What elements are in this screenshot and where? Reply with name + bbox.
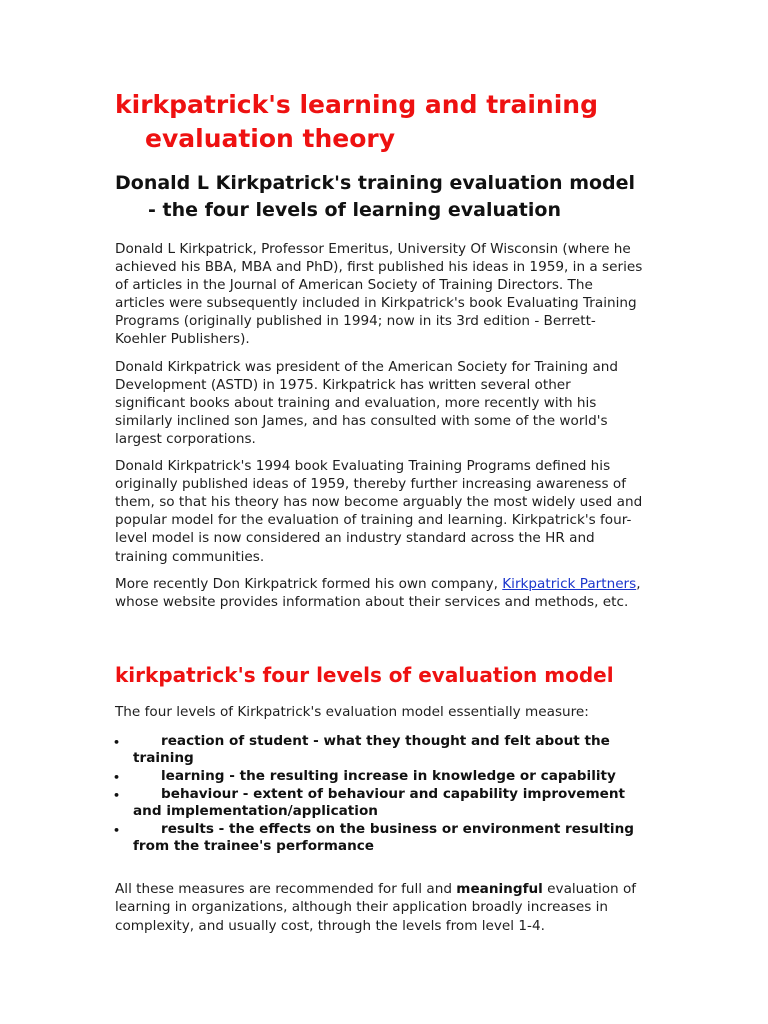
document-page xyxy=(115,88,645,935)
page-title: kirkpatrick's learning and training evaluation theory xyxy=(115,90,598,153)
paragraph-astd: Donald Kirkpatrick was president of the American Society for Training and Development (ASTD) in 1975. Kirkpatrick has written several other significant books about training and evaluation, more recently with his similarly inclined son James, and has consulted with some of the world's largest corporations. xyxy=(115,358,619,447)
closing-text-after: evaluation of learning in organizations, although their application broadly increases in complexity, and usually cost, through the levels from level 1-4. xyxy=(115,880,637,934)
list-item xyxy=(0,733,645,768)
closing-text-before: All these measures are recommended for full and xyxy=(115,880,457,897)
kirkpatrick-partners-link[interactable]: Kirkpatrick Partners xyxy=(502,575,637,592)
closing-emphasis: meaningful xyxy=(456,880,543,897)
paragraph-partners xyxy=(115,575,645,611)
levels-list xyxy=(0,733,645,856)
section-heading: kirkpatrick's four levels of evaluation model xyxy=(115,662,614,687)
closing-paragraph xyxy=(115,880,645,935)
list-item xyxy=(0,786,645,821)
level-text: behaviour - extent of behaviour and capability improvement and implementation/application xyxy=(133,785,626,820)
bullet-icon: • xyxy=(113,735,121,749)
page-subtitle: Donald L Kirkpatrick's training evaluation model - the four levels of learning evaluation xyxy=(115,172,636,221)
partners-text-before: More recently Don Kirkpatrick formed his own company, xyxy=(115,575,503,592)
bullet-icon: • xyxy=(113,788,121,802)
level-text: learning - the resulting increase in knowledge or capability xyxy=(161,767,616,784)
bullet-icon: • xyxy=(113,770,121,784)
list-item xyxy=(0,821,645,856)
list-item xyxy=(0,768,645,786)
paragraph-background: Donald L Kirkpatrick, Professor Emeritus, University Of Wisconsin (where he achieved his BBA, MBA and PhD), first published his ideas in 1959, in a series of articles in the Journal of American Society of Training Directors. The articles were subsequently included in Kirkpatrick's book Evaluating Training Programs (originally published in 1994; now in its 3rd edition - Berrett-Koehler Publishers). xyxy=(115,241,643,348)
bullet-icon: • xyxy=(113,823,121,837)
levels-intro: The four levels of Kirkpatrick's evaluation model essentially measure: xyxy=(115,703,589,720)
level-text: reaction of student - what they thought and felt about the training xyxy=(133,732,610,767)
level-text: results - the effects on the business or environment resulting from the trainee's performance xyxy=(133,820,634,855)
paragraph-book: Donald Kirkpatrick's 1994 book Evaluating Training Programs defined his originally published ideas of 1959, thereby further increasing awareness of them, so that his theory has now become arguably the most widely used and popular model for the evaluation of training and learning. Kirkpatrick's four-level model is now considered an industry standard across the HR and training communities. xyxy=(115,458,643,565)
partners-text-after: , whose website provides information about their services and methods, etc. xyxy=(115,575,641,610)
